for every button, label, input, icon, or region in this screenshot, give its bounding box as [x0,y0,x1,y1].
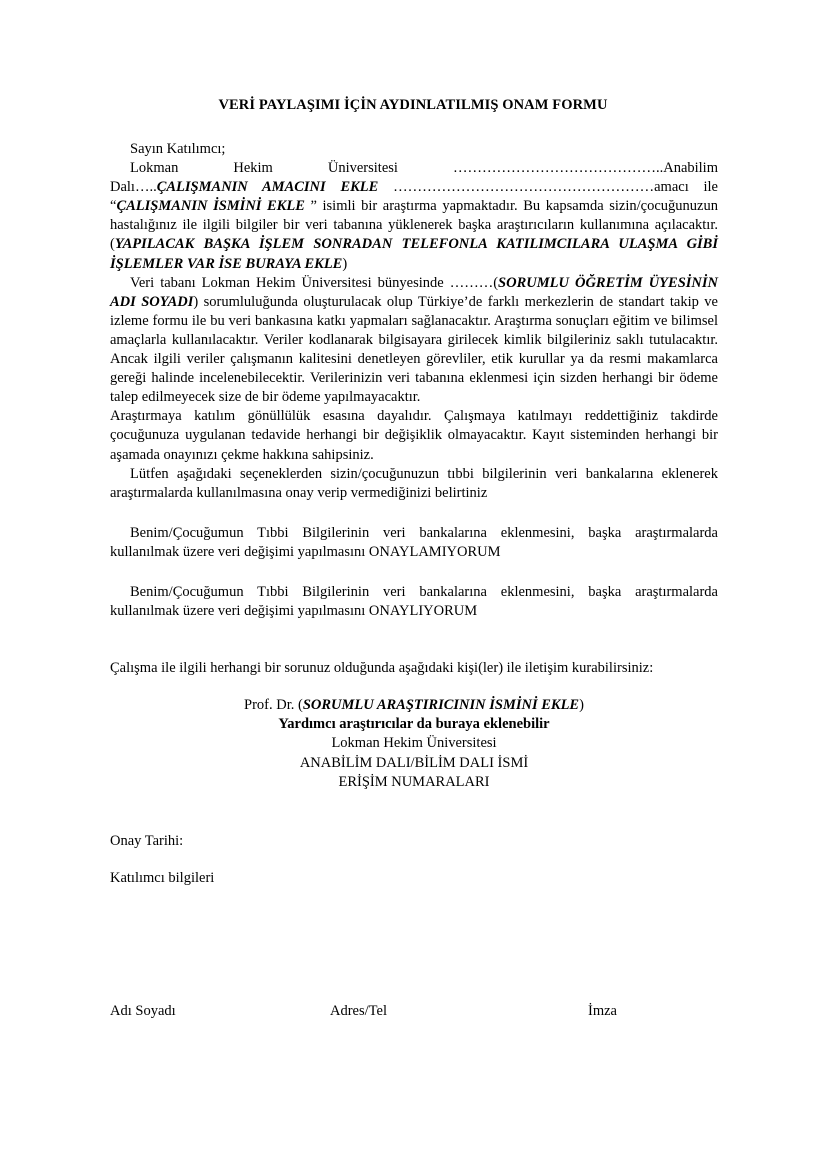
placeholder-study-name: ÇALIŞMANIN İSMİNİ EKLE [116,198,305,215]
intro-word-hekim: Hekim [233,160,273,177]
placeholder-responsible-faculty: SORUMLU ÖĞRETİM ÜYESİNİN ADI SOYADI [110,274,718,310]
intro-dots-anabilim: ……………………………………..Anabilim [452,160,718,177]
approval-date-label: Onay Tarihi: [110,832,184,849]
greeting: Sayın Katılımcı; [130,141,226,157]
placeholder-other-procedures: YAPILACAK BAŞKA İŞLEM SONRADAN TELEFONLA KATILIMCILARA ULAŞMA GİBİ İŞLEMLER VAR İSE BURAYA EKLE [110,236,718,272]
contact-numbers: ERİŞİM NUMARALARI [338,773,490,790]
database-text-a: Veri tabanı Lokman Hekim Üniversitesi bünyesinde ………( [130,274,499,291]
name-label: Adı Soyadı [110,1003,176,1019]
intro-text: ” isimli bir araştırma yapmaktadır. Bu kapsamda sizin/çocuğunuzun hastalığınız ile ilgili bilgiler bir veri tabanına yüklenerek başka araştırıcıların kullanımına açılacaktır. ( [110,198,718,253]
form-body [110,140,718,888]
option-accept: Benim/Çocuğumun Tıbbi Bilgilerinin veri bankalarına eklenmesini, başka araştırmalarda kullanılmak üzere veri değişimi yapılmasını ONAYLIYORUM [110,583,718,620]
contact-assistants: Yardımcı araştırıcılar da buraya eklenebilir [278,716,550,733]
contact-department: ANABİLİM DALI/BİLİM DALI İSMİ [299,754,529,771]
contact-suffix: ) [579,697,584,714]
address-label: Adres/Tel [330,1003,387,1019]
contact-university: Lokman Hekim Üniversitesi [331,735,497,752]
form-title: VERİ PAYLAŞIMI İÇİN AYDINLATILMIŞ ONAM FORMU [218,97,608,113]
intro-dali: Dalı….. [110,179,157,196]
placeholder-study-purpose: ÇALIŞMANIN AMACINI EKLE [156,179,379,196]
database-text-b: ) sorumluluğunda oluşturulacak olup Türkiye’de farklı merkezlerin de standart takip ve izleme formu ile bu veri bankasına katkı yapmaları sağlanacaktır. Araştırma sonuçları eğitim ve bilimsel amaçlarla kullanılacaktır. Veriler kodlanarak bilgisayara girilecek kimlik bilgileriniz saklı tutulacaktır. Ancak ilgili veriler çalışmanın kalitesini denetleyen görevliler, etik kurullar ya da resmi makamlarca gereği halinde incelenebilecektir. Verilerinizin veri tabanına eklenmesi için sizden herhangi bir ödeme talep edilmeyecek size de bir ödeme yapılmayacaktır. [110,293,718,406]
placeholder-researcher-name: SORUMLU ARAŞTIRICININ İSMİNİ EKLE [302,697,580,714]
instruction-paragraph: Lütfen aşağıdaki seçeneklerden sizin/çocuğunuzun tıbbi bilgilerinin veri bankalarına eklenerek araştırmalarda kullanılmasına onay verip vermediğinizi belirtiniz [110,465,718,501]
intro-amaci: ………………………………………………amacı [378,179,689,196]
contact-prefix: Prof. Dr. ( [244,697,303,714]
intro-ile: ile “ [110,179,718,215]
intro-paragraph [110,159,718,178]
intro-word-lokman: Lokman [130,160,179,177]
option-decline: Benim/Çocuğumun Tıbbi Bilgilerinin veri bankalarına eklenmesini, başka araştırmalarda kullanılmak üzere veri değişimi yapılmasını ONAYLAMIYORUM [110,524,718,560]
intro-close-paren: ) [342,255,348,272]
contact-intro: Çalışma ile ilgili herhangi bir sorunuz olduğunda aşağıdaki kişi(ler) ile iletişim kurabilirsiniz: [110,660,654,677]
intro-word-universitesi: Üniversitesi [327,160,398,177]
voluntary-paragraph: Araştırmaya katılım gönüllülük esasına dayalıdır. Çalışmaya katılmayı reddettiğiniz takdirde çocuğunuza uygulanan tedavide herhangi bir değişiklik olmayacaktır. Kayıt sisteminden herhangi bir aşamada onayınızı çekme hakkına sahipsiniz. [110,408,718,463]
participant-info-label: Katılımcı bilgileri [110,869,215,886]
intro-paragraph-cont [110,178,718,273]
contact-name [110,696,718,715]
database-paragraph [110,274,718,408]
signature-label: İmza [588,1003,617,1019]
